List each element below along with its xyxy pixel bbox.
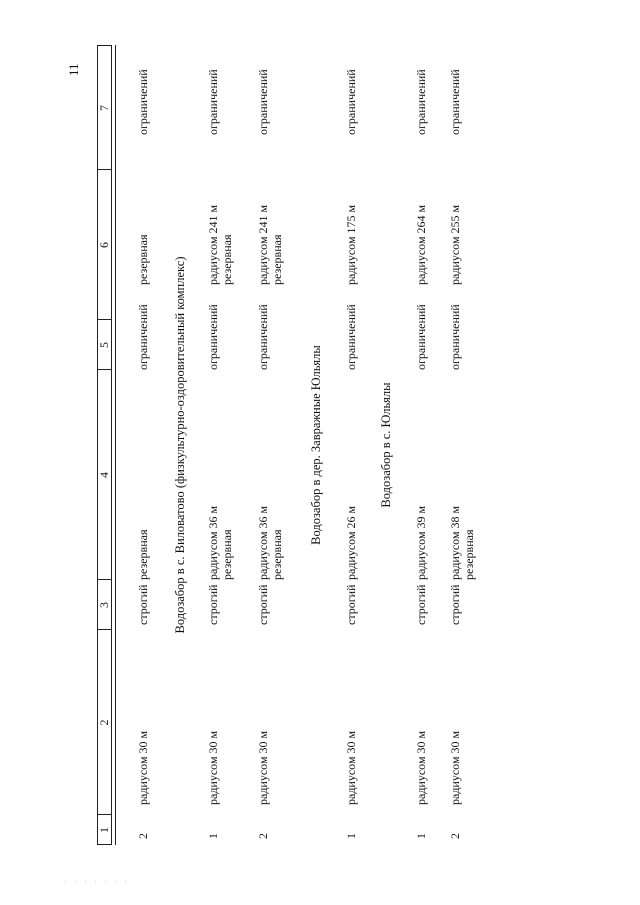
cell-belt-3: ограничений [344,304,358,370]
cell-belt-2: строгий [344,584,358,625]
cell-belt-2: строгий [414,584,428,625]
column-header-1: 1 [97,827,111,833]
cell-radius-2: радиусом 38 м [448,505,462,580]
cell-number: 1 [414,833,428,839]
cell-belt-3: ограничений [448,304,462,370]
cell-radius-2: радиусом 36 м [206,505,220,580]
scan-artifact-dots: · · · · · · · [64,878,130,886]
cell-reserve-label: резервная [270,234,284,285]
column-header-6: 6 [97,242,111,248]
cell-number: 1 [206,833,220,839]
cell-radius-1: радиусом 30 м [344,730,358,805]
header-double-border [115,45,116,845]
cell-reserve-label: резервная [220,234,234,285]
cell-reserve-label: резервная [220,529,234,580]
cell-reserve-label: резервная [462,529,476,580]
cell-belt-3: ограничений [256,304,270,370]
column-header-4: 4 [97,472,111,478]
column-header-3: 3 [97,602,111,608]
cell-belt-2: строгий [136,584,150,625]
column-header-7: 7 [97,105,111,111]
cell-belt-4: ограничений [344,69,358,135]
cell-reserve-label: резервная [270,529,284,580]
protection-zones-table [97,45,527,845]
cell-belt-3: ограничений [414,304,428,370]
cell-radius-1: радиусом 30 м [206,730,220,805]
cell-belt-3: ограничений [136,304,150,370]
cell-radius-1: радиусом 30 м [414,730,428,805]
cell-number: 2 [256,833,270,839]
cell-radius-2: радиусом 26 м [344,505,358,580]
cell-radius-1: радиусом 30 м [136,730,150,805]
cell-belt-4: ограничений [414,69,428,135]
cell-radius-2: радиусом 39 м [414,505,428,580]
cell-belt-2: строгий [256,584,270,625]
cell-radius-3: радиусом 241 м [206,204,220,285]
cell-radius-3: радиусом 264 м [414,204,428,285]
cell-radius-2: радиусом 36 м [256,505,270,580]
page-number: 11 [66,63,81,76]
cell-radius-3: радиусом 255 м [448,204,462,285]
cell-radius-1: радиусом 30 м [256,730,270,805]
cell-belt-4: ограничений [256,69,270,135]
header-bottom-border [111,45,112,845]
cell-radius-3: радиусом 241 м [256,204,270,285]
cell-radius-3: резервная [136,234,150,285]
cell-belt-2: строгий [448,584,462,625]
cell-radius-3: радиусом 175 м [344,204,358,285]
section-title: Водозабор в с. Виловатово (физкультурно-оздоровительный комплекс) [173,256,187,634]
column-header-5: 5 [97,342,111,348]
section-title: Водозабор в с. Юльялы [379,382,393,508]
cell-belt-4: ограничений [206,69,220,135]
cell-number: 1 [344,833,358,839]
column-header-2: 2 [97,719,111,726]
cell-belt-4: ограничений [448,69,462,135]
cell-belt-4: ограничений [136,69,150,135]
cell-number: 2 [448,833,462,839]
cell-number: 2 [136,833,150,839]
cell-radius-2: резервная [136,529,150,580]
section-title: Водозабор в дер. Завражные Юльялы [309,345,323,545]
cell-belt-3: ограничений [206,304,220,370]
cell-belt-2: строгий [206,584,220,625]
cell-radius-1: радиусом 30 м [448,730,462,805]
